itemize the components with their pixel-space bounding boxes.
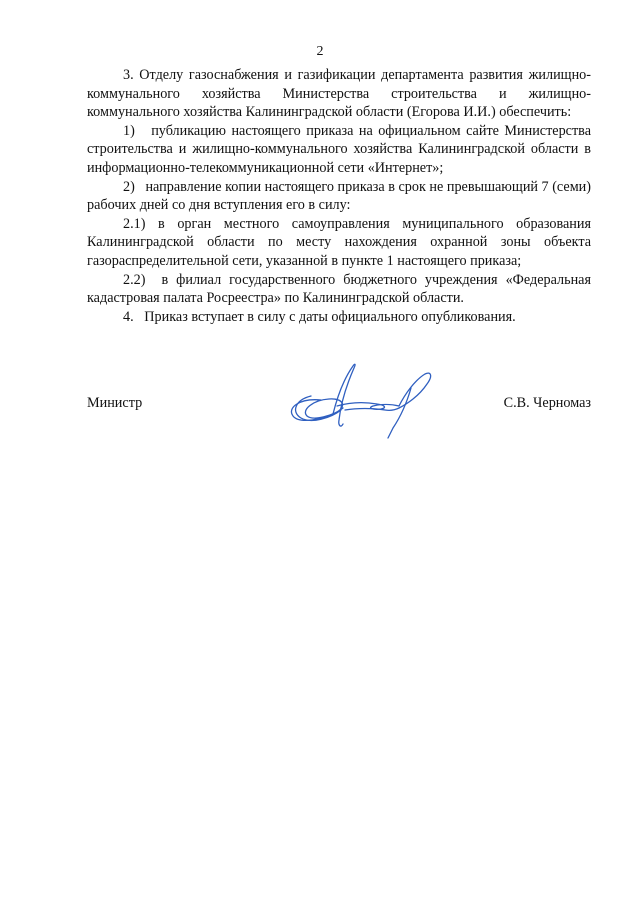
signatory-title: Министр	[87, 395, 143, 411]
document-body	[87, 66, 591, 326]
page-number: 2	[316, 44, 324, 59]
paragraph-subitem-1: 1) публикацию настоящего приказа на официальном сайте Министерства строительства и жилищно-коммунального хозяйства Калининградской области в информационно-телекоммуникационной сети «Интернет»;	[87, 122, 591, 176]
paragraph-item-3: 3. Отделу газоснабжения и газификации департамента развития жилищно-коммунального хозяйства Министерства строительства и жилищно-коммунального хозяйства Калининградской области (Егорова И.И.) обеспечить:	[87, 67, 591, 121]
signatory-name: С.В. Черномаз	[503, 395, 591, 411]
paragraph-subitem-2: 2) направление копии настоящего приказа в срок не превышающий 7 (семи) рабочих дней со дня вступления его в силу:	[87, 178, 591, 214]
paragraph-subitem-2-2: 2.2) в филиал государственного бюджетного учреждения «Федеральная кадастровая палата Росреестра» по Калининградской области.	[87, 271, 591, 307]
handwritten-signature	[281, 358, 446, 440]
paragraph-item-4: 4. Приказ вступает в силу с даты официального опубликования.	[123, 308, 516, 325]
paragraph-subitem-2-1: 2.1) в орган местного самоуправления муниципального образования Калининградской области по месту нахождения охранной зоны объекта газораспределительной сети, указанной в пункте 1 настоящего приказа;	[87, 215, 591, 269]
